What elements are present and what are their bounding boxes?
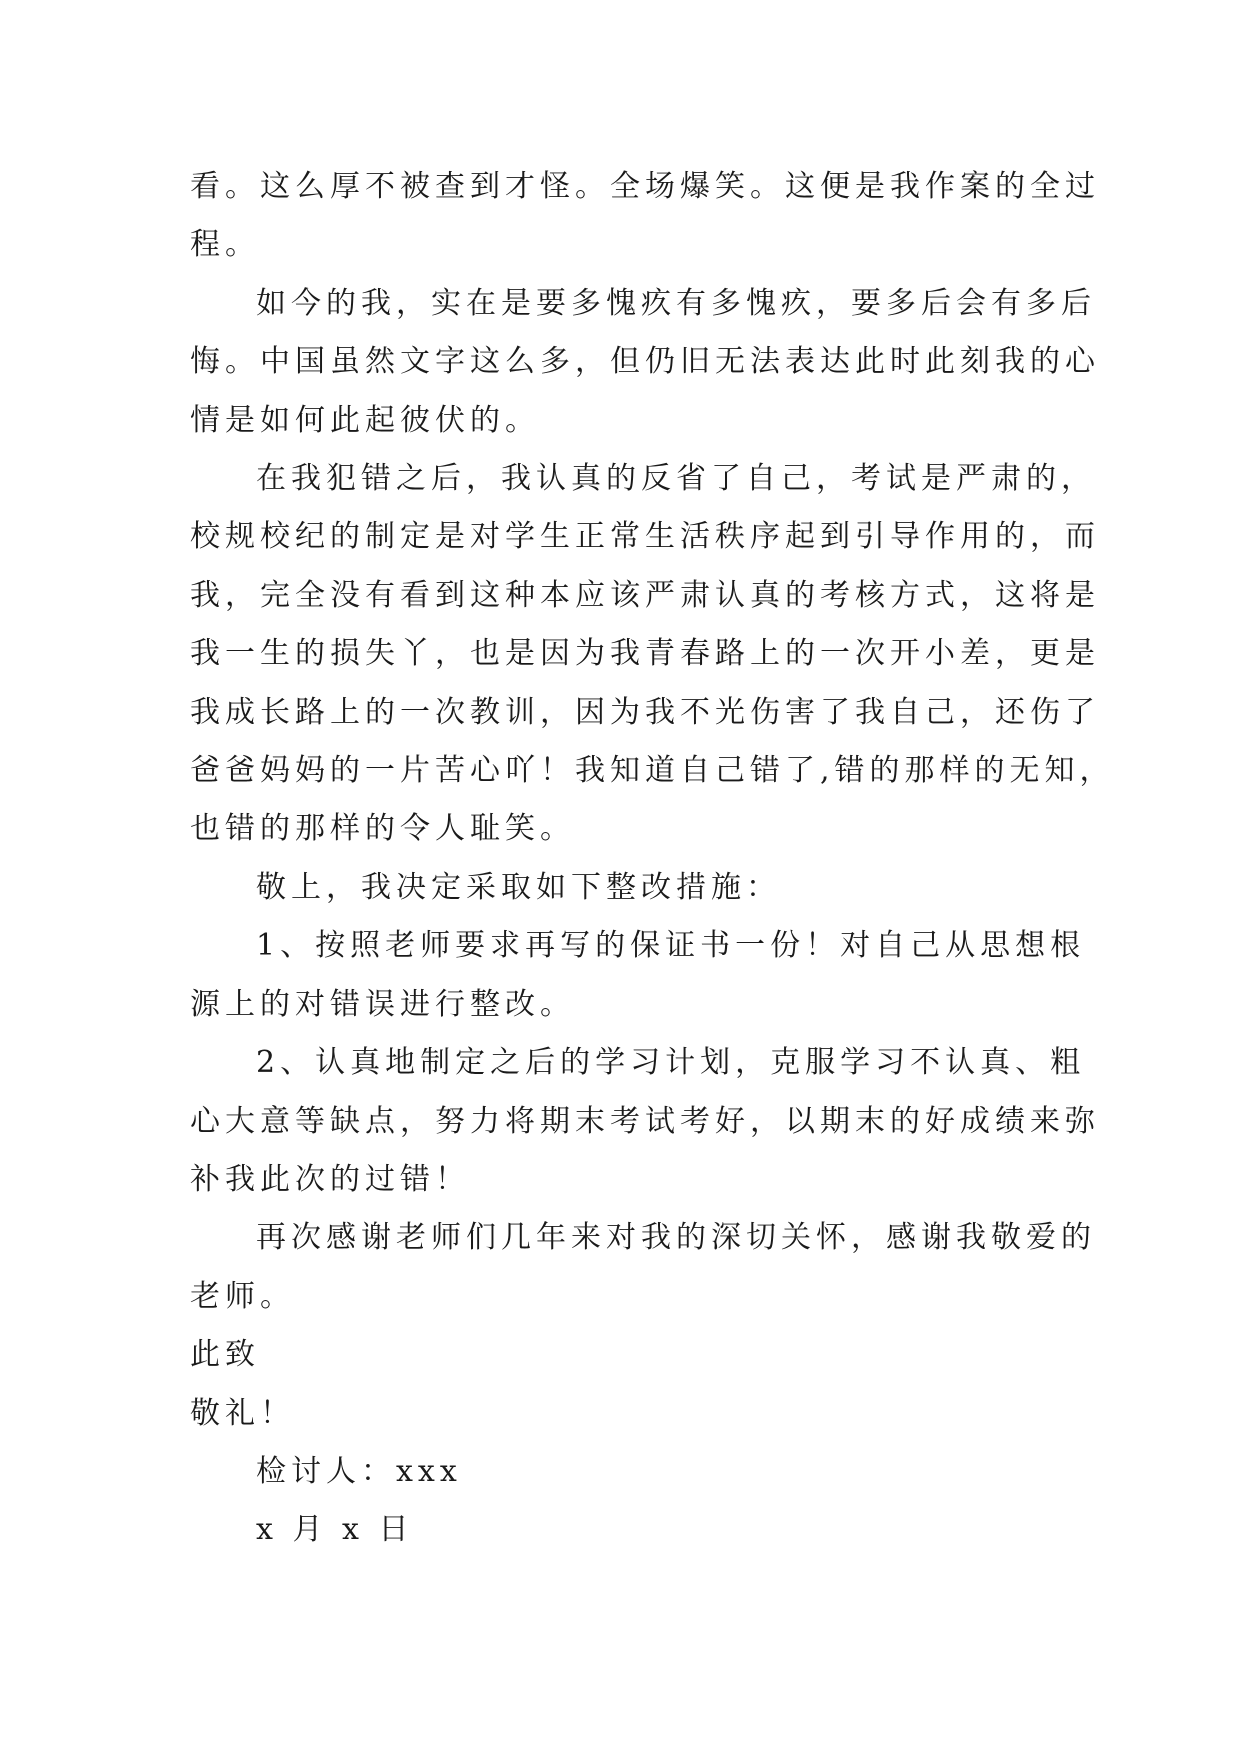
paragraph-4 <box>190 859 1050 917</box>
text-line: 程。 <box>190 227 260 263</box>
paragraph-5 <box>190 917 1086 1034</box>
closing-regards <box>190 1385 1050 1443</box>
text-line: 我，完全没有看到这种本应该严肃认真的考核方式，这将是 <box>190 577 1100 613</box>
text-line: 此致 <box>190 1337 260 1373</box>
text-line: 再次感谢老师们几年来对我的深切关怀，感谢我敬爱的 <box>256 1220 1096 1256</box>
text-line: 悔。中国虽然文字这么多，但仍旧无法表达此时此刻我的心 <box>190 344 1100 380</box>
text-line: 1、按照老师要求再写的保证书一份！对自己从思想根 <box>256 928 1086 964</box>
text-line: 老师。 <box>190 1278 295 1314</box>
date-line <box>190 1501 1050 1559</box>
text-line: 也错的那样的令人耻笑。 <box>190 811 575 847</box>
text-line: 情是如何此起彼伏的。 <box>190 402 540 438</box>
paragraph-6 <box>190 1034 1100 1209</box>
paragraph-7 <box>190 1209 1096 1326</box>
text-line: 2、认真地制定之后的学习计划，克服学习不认真、粗 <box>256 1045 1086 1081</box>
text-line: 敬礼！ <box>190 1395 295 1431</box>
paragraph-2 <box>190 275 1100 450</box>
text-line: 检讨人：xxx <box>256 1453 462 1489</box>
text-line: x 月 x 日 <box>256 1512 414 1548</box>
text-line: 我一生的损失丫，也是因为我青春路上的一次开小差，更是 <box>190 636 1100 672</box>
paragraph-1 <box>190 158 1100 275</box>
text-line: 校规校纪的制定是对学生正常生活秩序起到引导作用的，而 <box>190 519 1100 555</box>
closing-salutation <box>190 1326 1050 1384</box>
text-line: 心大意等缺点，努力将期末考试考好，以期末的好成绩来弥 <box>190 1103 1100 1139</box>
text-line: 如今的我，实在是要多愧疚有多愧疚，要多后会有多后 <box>256 285 1096 321</box>
text-line: 在我犯错之后，我认真的反省了自己，考试是严肃的， <box>256 461 1096 497</box>
paragraph-3 <box>190 450 1115 859</box>
text-line: 源上的对错误进行整改。 <box>190 986 575 1022</box>
text-line: 补我此次的过错！ <box>190 1161 470 1197</box>
text-line: 敬上，我决定采取如下整改措施： <box>256 869 781 905</box>
text-line: 爸爸妈妈的一片苦心吖！我知道自己错了,错的那样的无知， <box>190 753 1115 789</box>
document-body <box>190 158 1115 1560</box>
text-line: 我成长路上的一次教训，因为我不光伤害了我自己，还伤了 <box>190 694 1100 730</box>
signature-line <box>190 1443 1050 1501</box>
text-line: 看。这么厚不被查到才怪。全场爆笑。这便是我作案的全过 <box>190 169 1100 204</box>
